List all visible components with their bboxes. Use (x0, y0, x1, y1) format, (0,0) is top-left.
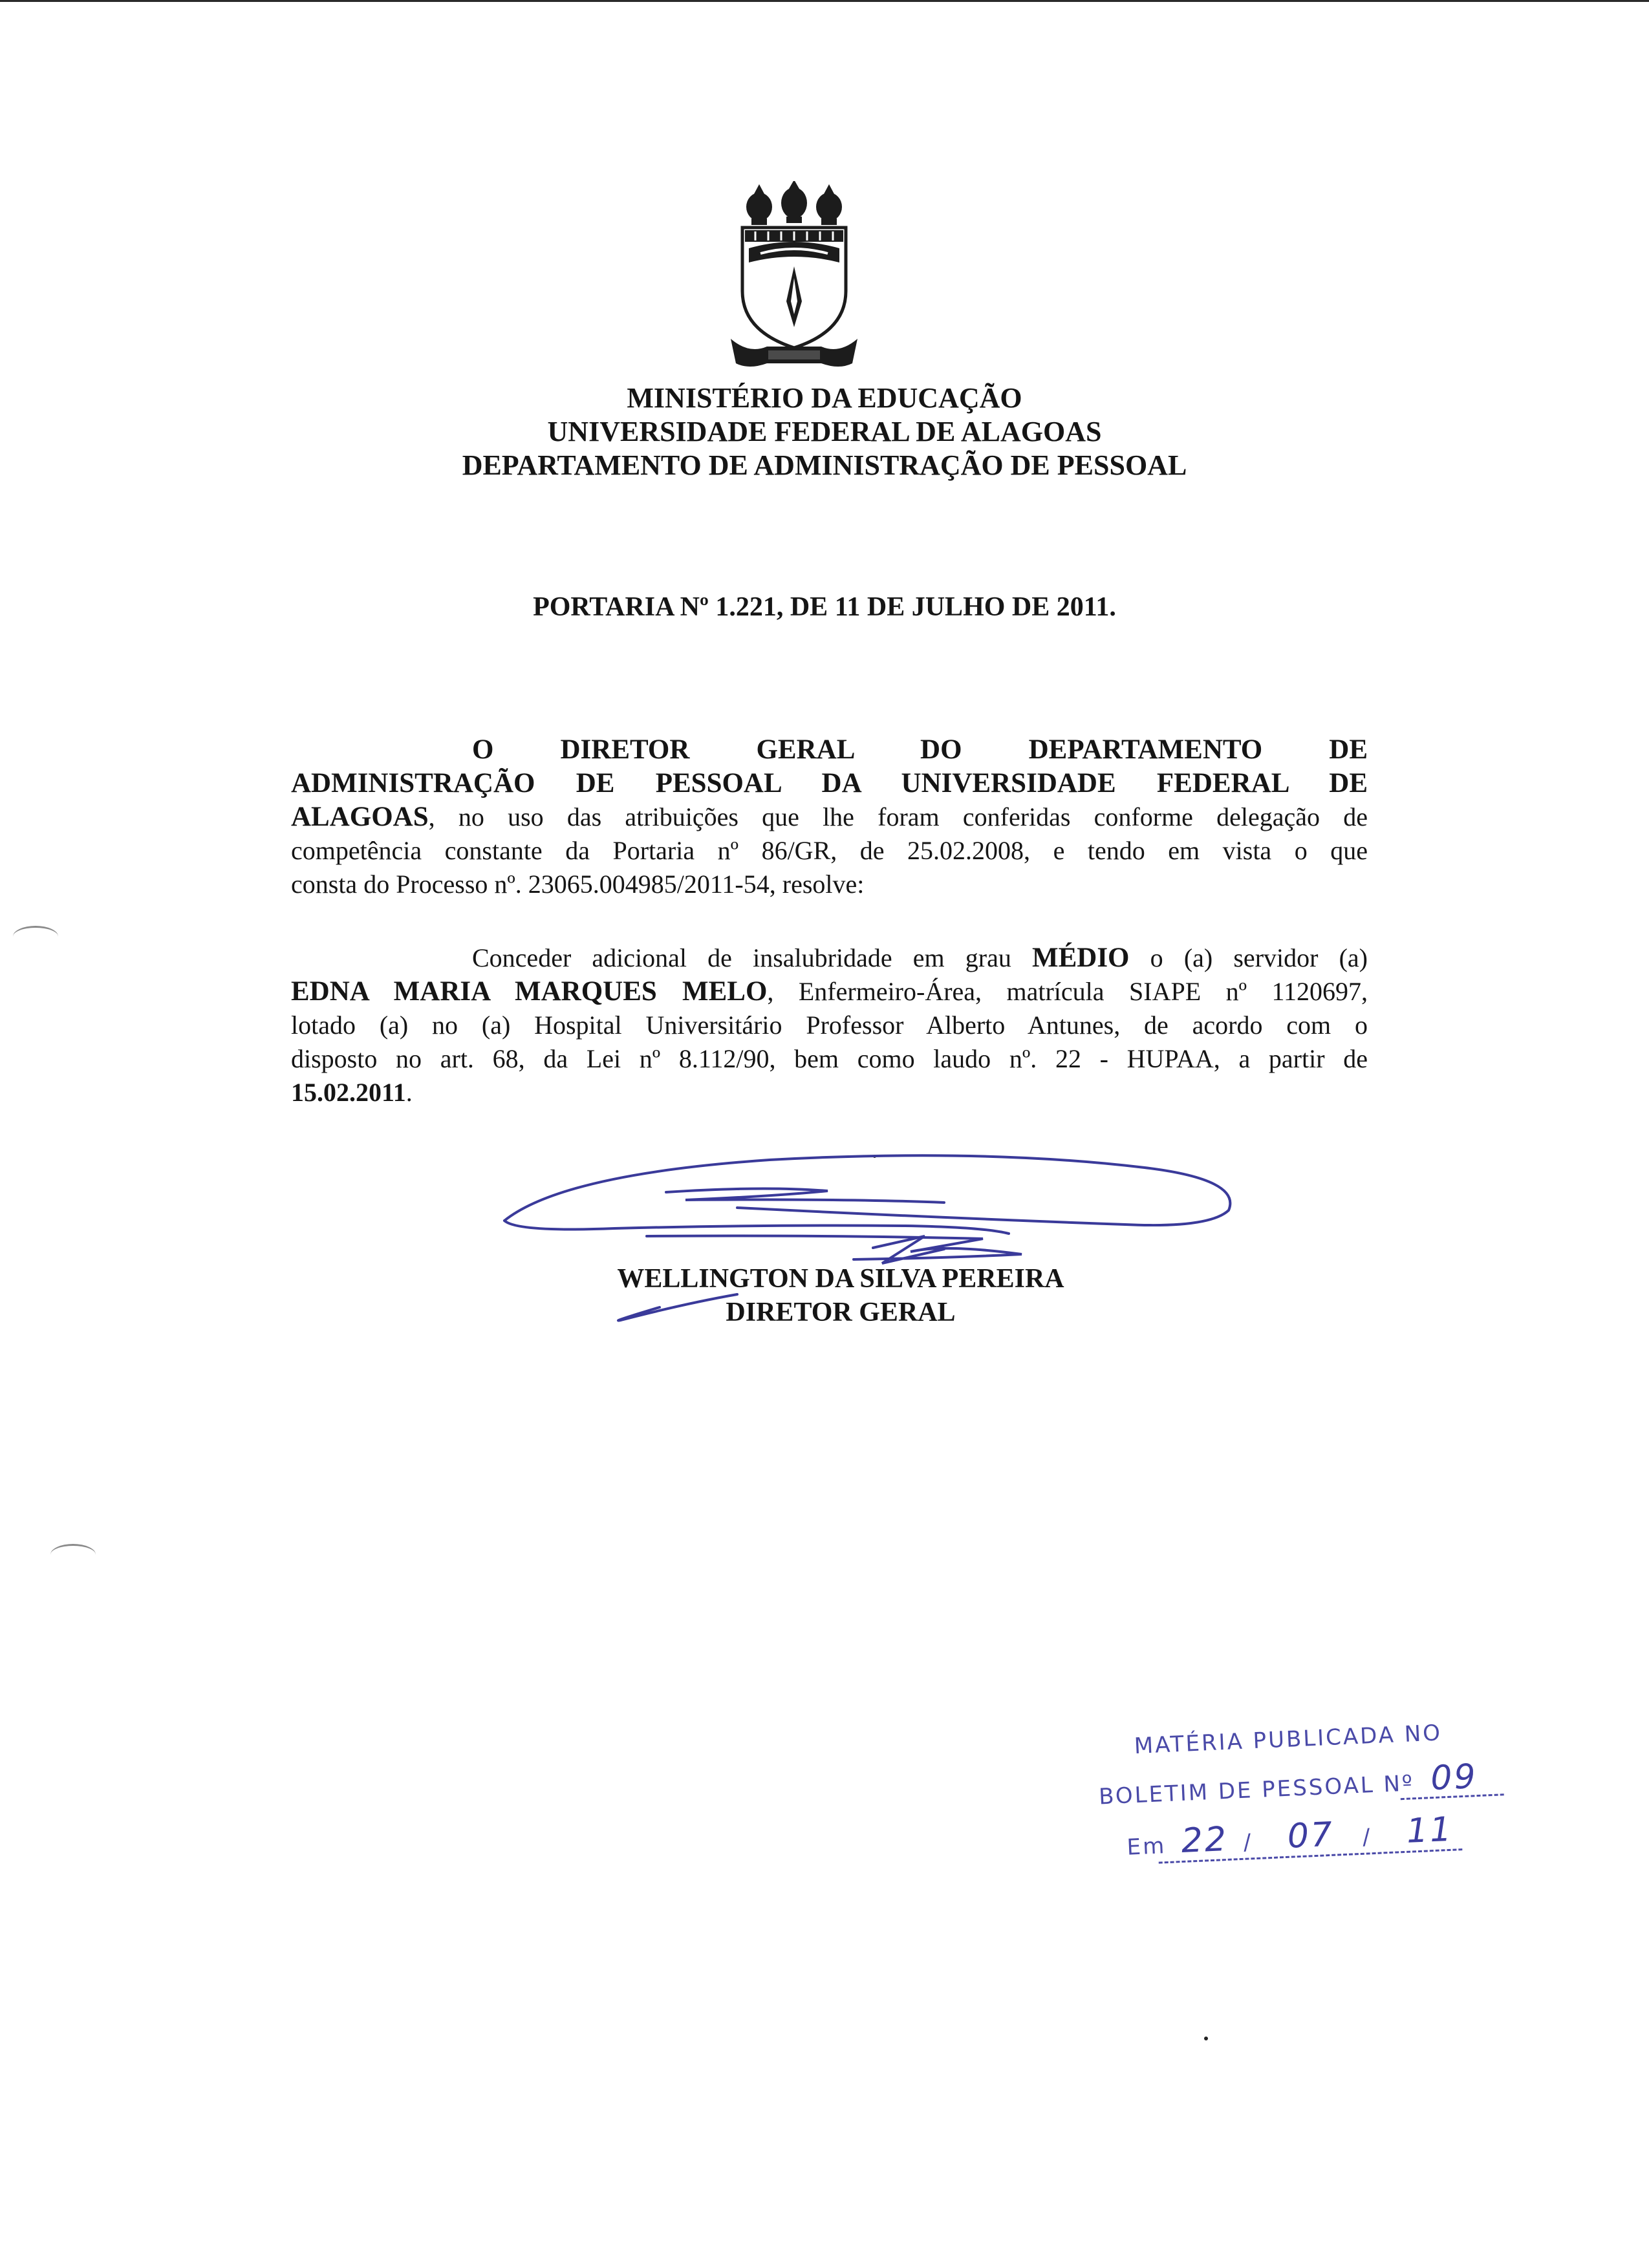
signatory-name: WELLINGTON DA SILVA PEREIRA (617, 1264, 1064, 1294)
resolution-line: lotado (a) no (a) Hospital Universitário Professor Alberto Antunes, de acordo com o (291, 1011, 1368, 1040)
preamble-line: O DIRETOR GERAL DO DEPARTAMENTO DE (472, 734, 1368, 765)
portaria-title: PORTARIA Nº 1.221, DE 11 DE JULHO DE 2011. (533, 592, 1116, 622)
preamble-line: ALAGOAS, no uso das atribuições que lhe foram conferidas conforme delegação de (291, 802, 1368, 832)
header-ministry: MINISTÉRIO DA EDUCAÇÃO (627, 382, 1022, 414)
stamp-line-date: Em 22 / 07 / 11 (1126, 1810, 1454, 1861)
scan-top-edge (0, 0, 1649, 2)
stamp-boletim-number: 09 (1430, 1757, 1478, 1799)
header-university: UNIVERSIDADE FEDERAL DE ALAGOAS (547, 416, 1102, 447)
resolution-line: 15.02.2011. (291, 1078, 413, 1107)
header-department: DEPARTAMENTO DE ADMINISTRAÇÃO DE PESSOAL (462, 449, 1187, 481)
stamp-year: 11 (1405, 1810, 1454, 1851)
ministry-header (0, 381, 1649, 482)
stamp-month: 07 (1286, 1815, 1335, 1856)
stamp-day: 22 (1180, 1819, 1229, 1861)
preamble-line: consta do Processo nº. 23065.004985/2011-54, resolve: (291, 870, 865, 899)
signatory-block (0, 1262, 1649, 1329)
paper-crease-mark (50, 1544, 96, 1565)
resolution-line: Conceder adicional de insalubridade em grau MÉDIO o (a) servidor (a) (472, 943, 1368, 973)
resolution-line: disposto no art. 68, da Lei nº 8.112/90, bem como laudo nº. 22 - HUPAA, a partir de (291, 1044, 1368, 1073)
paper-crease-mark (13, 926, 58, 947)
stamp-line-published: MATÉRIA PUBLICADA NO (1134, 1720, 1443, 1760)
preamble-line: ADMINISTRAÇÃO DE PESSOAL DA UNIVERSIDADE FEDERAL DE (291, 768, 1368, 798)
resolution-line: EDNA MARIA MARQUES MELO, Enfermeiro-Área, matrícula SIAPE nº 1120697, (291, 976, 1368, 1007)
preamble-line: competência constante da Portaria nº 86/GR, de 25.02.2008, e tendo em vista o que (291, 836, 1368, 865)
ink-speck (1204, 2037, 1208, 2040)
stamp-line-boletim: BOLETIM DE PESSOAL Nº 09 (1098, 1757, 1478, 1810)
resolution-paragraph (291, 941, 1368, 1109)
publication-stamp (1070, 1710, 1530, 1898)
preamble-paragraph (291, 733, 1368, 901)
signatory-role: DIRETOR GERAL (726, 1298, 956, 1327)
ufal-crest-logo (729, 181, 859, 375)
